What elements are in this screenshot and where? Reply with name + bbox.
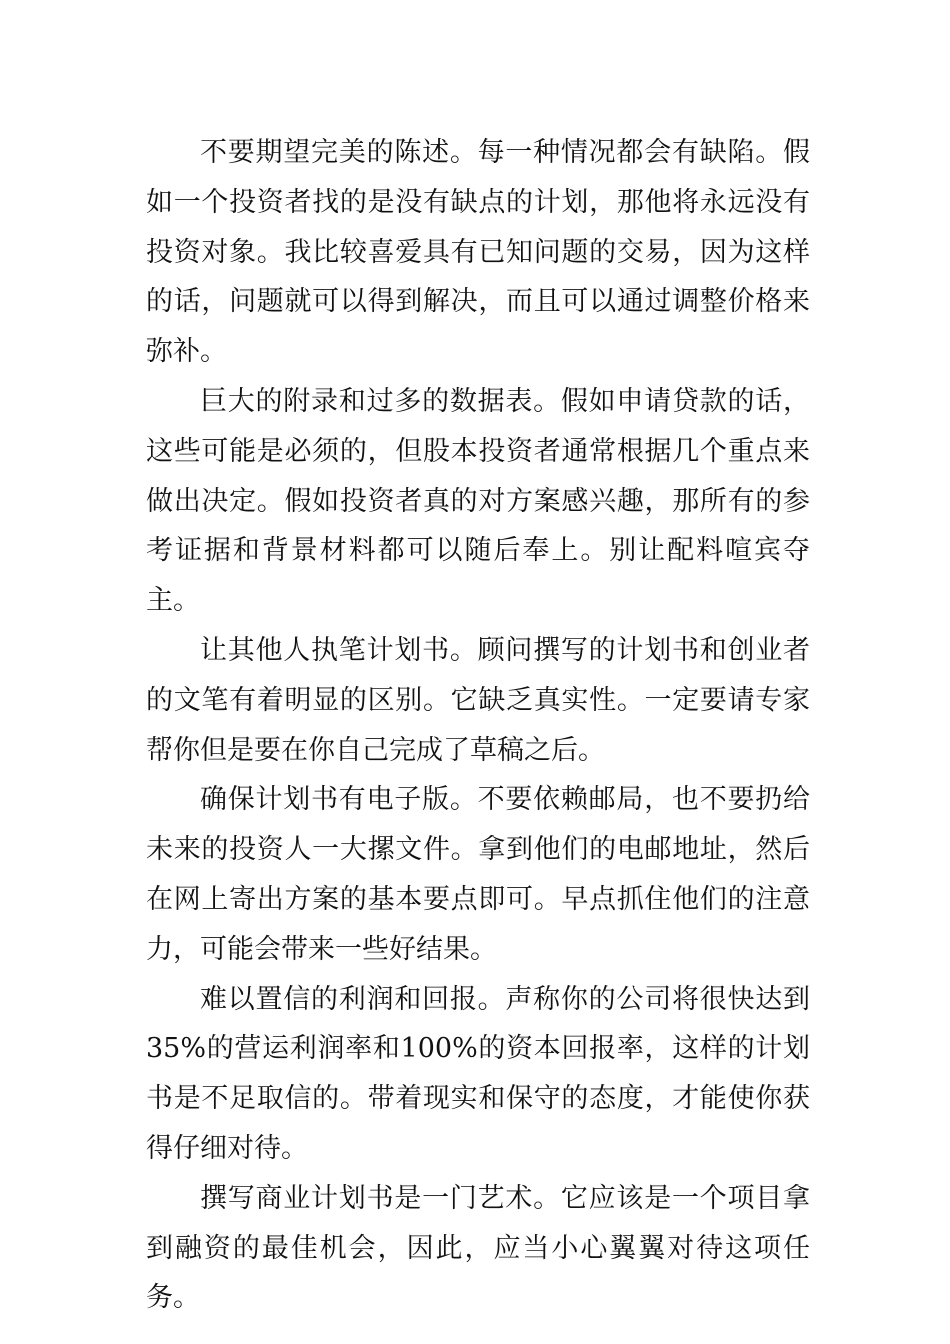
paragraph-appendix: 巨大的附录和过多的数据表。假如申请贷款的话，这些可能是必须的，但股本投资者通常根据几个重点来做出决定。假如投资者真的对方案感兴趣，那所有的参考证据和背景材料都可以随后奉上。别让配料喧宾夺主。 bbox=[146, 385, 810, 617]
paragraph-electronic-version: 确保计划书有电子版。不要依赖邮局，也不要扔给未来的投资人一大摞文件。拿到他们的电邮地址，然后在网上寄出方案的基本要点即可。早点抓住他们的注意力，可能会带来一些好结果。 bbox=[146, 784, 810, 965]
document-body bbox=[146, 128, 810, 1323]
paragraph-ghostwriting: 让其他人执笔计划书。顾问撰写的计划书和创业者的文笔有着明显的区别。它缺乏真实性。一定要请专家帮你但是要在你自己完成了草稿之后。 bbox=[146, 634, 810, 766]
paragraph-art-of-writing: 撰写商业计划书是一门艺术。它应该是一个项目拿到融资的最佳机会，因此，应当小心翼翼对待这项任务。 bbox=[146, 1182, 810, 1314]
paragraph-unbelievable-returns: 难以置信的利润和回报。声称你的公司将很快达到35%的营运利润率和100%的资本回报率，这样的计划书是不足取信的。带着现实和保守的态度，才能使你获得仔细对待。 bbox=[146, 983, 810, 1164]
paragraph-perfect-statement: 不要期望完美的陈述。每一种情况都会有缺陷。假如一个投资者找的是没有缺点的计划，那他将永远没有投资对象。我比较喜爱具有已知问题的交易，因为这样的话，问题就可以得到解决，而且可以通过调整价格来弥补。 bbox=[146, 137, 810, 368]
